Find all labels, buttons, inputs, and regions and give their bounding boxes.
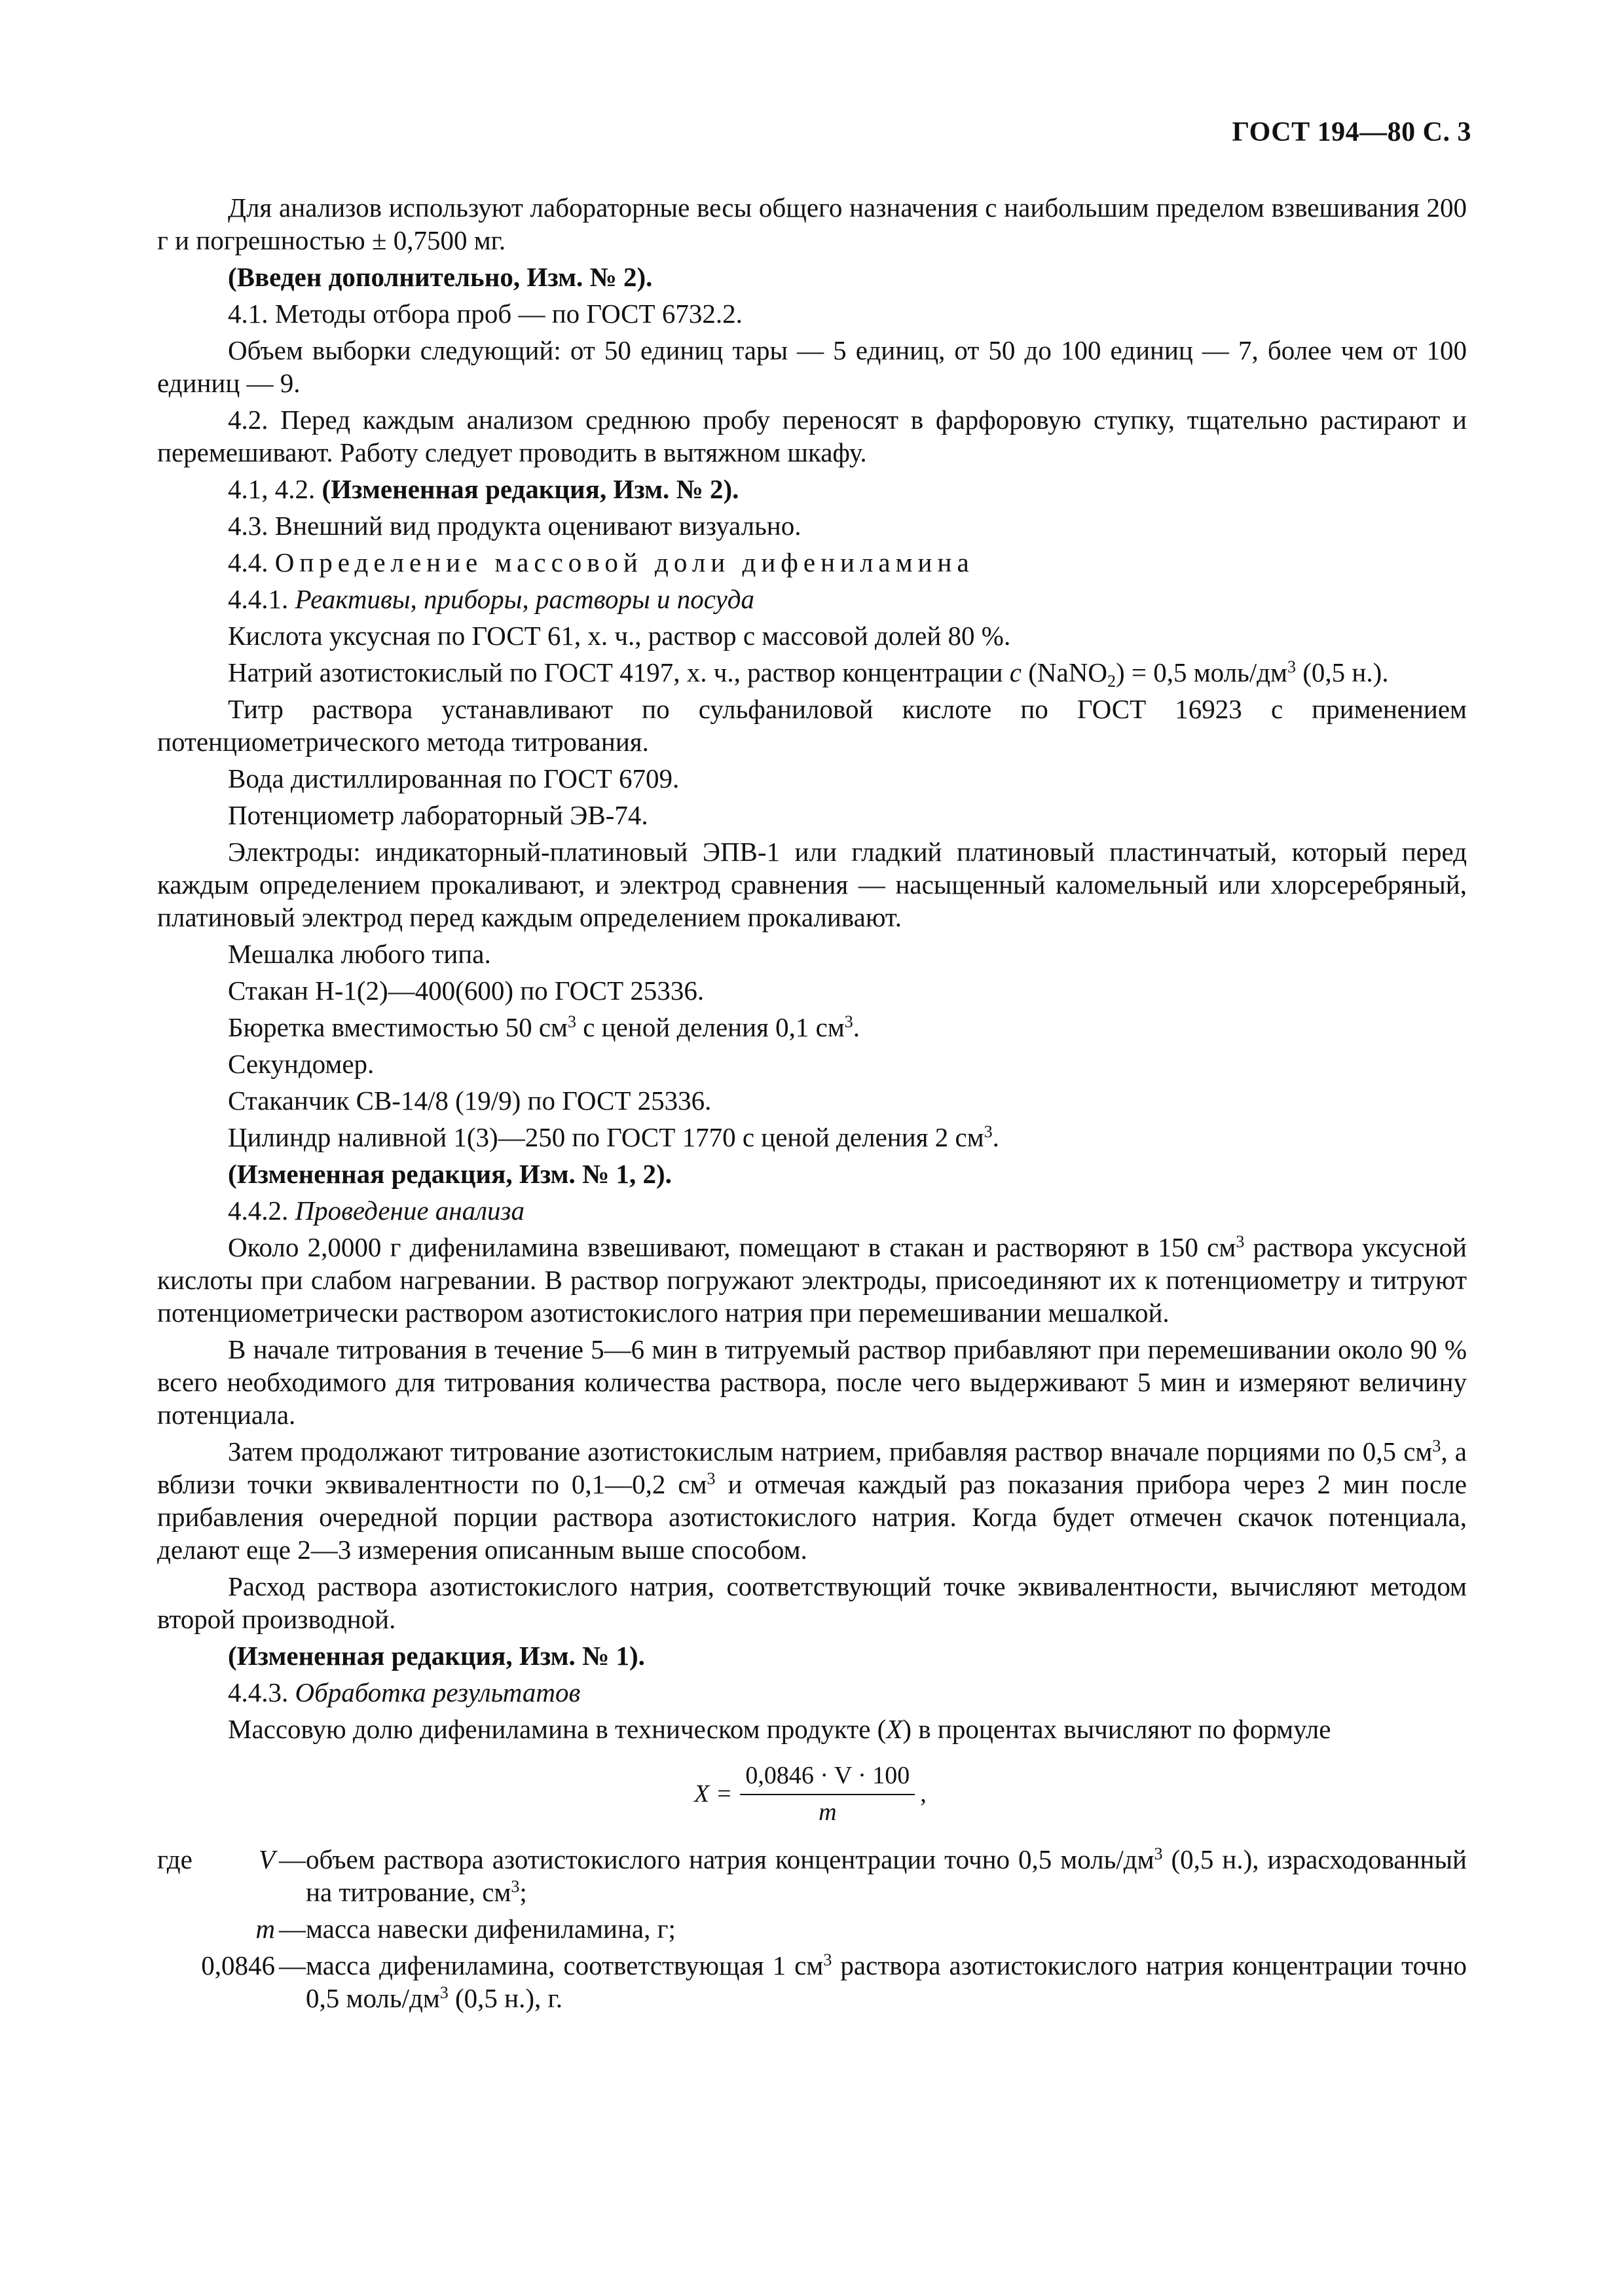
subsection-title: Реактивы, приборы, растворы и посуда [295,584,754,614]
paragraph [157,1435,1467,1566]
paragraph: Электроды: индикаторный-платиновый ЭПВ-1 или гладкий платиновый пластинчатый, который перед каждым определением прокаливают, и электрод сравнения — насыщенный каломельный или хлорсеребряный, платиновый электрод перед каждым определением прокаливают. [157,837,1467,932]
formula-trailing-comma: , [920,1780,927,1808]
paragraph: Кислота уксусная по ГОСТ 61, х. ч., раствор с массовой долей 80 %. [228,621,1011,651]
paragraph: Стакан Н-1(2)—400(600) по ГОСТ 25336. [228,975,705,1006]
text-run: (0,5 н.). [1295,657,1389,687]
text-run: (0,5 н.), израсходованный на титрование, см [306,1844,1467,1907]
amendment-note [157,473,1467,505]
subsection-title: Проведение анализа [295,1195,525,1226]
amendment-note: (Введен дополнительно, Изм. № 2). [228,262,653,292]
superscript: 3 [511,1877,520,1896]
text-run: ) = 0,5 моль/дм [1115,657,1287,687]
superscript: 3 [439,1983,449,2002]
paragraph: 4.3. Внешний вид продукта оценивают визуально. [228,511,802,541]
superscript: 3 [1287,657,1296,676]
text-run: ; [519,1877,527,1907]
text-run: масса навески дифениламина, г; [306,1914,676,1944]
paragraph: Расход раствора азотистокислого натрия, соответствующий точке эквивалентности, вычисляют методом второй производной. [157,1571,1467,1634]
paragraph: 4.1. Методы отбора проб — по ГОСТ 6732.2. [228,299,743,329]
text-run: Массовую долю дифениламина в техническом продукте ( [228,1714,887,1744]
superscript: 3 [707,1469,716,1488]
superscript: 3 [1236,1232,1245,1251]
legend-symbol: 0,0846 [201,1950,275,1980]
legend-symbol: V [258,1844,275,1874]
paragraph: Потенциометр лабораторный ЭВ-74. [228,800,648,830]
subsection-title: Обработка результатов [295,1677,581,1707]
legend-definition [306,1843,1467,1908]
superscript: 3 [844,1012,853,1031]
text-run: Затем продолжают титрование азотистокислым натрием, прибавляя раствор вначале порциями по 0,5 см [228,1436,1433,1467]
paragraph: Для анализов используют лабораторные весы общего назначения с наибольшим пределом взвешивания 200 г и погрешностью ± 0,7500 мг. [157,192,1467,255]
paragraph: Стаканчик СВ-14/8 (19/9) по ГОСТ 25336. [228,1085,712,1116]
text-run: . [853,1012,860,1042]
subsection-heading [157,583,1467,615]
paragraph [157,656,1467,689]
text-run: (0,5 н.), г. [448,1983,562,2013]
legend-symbol: m [255,1914,275,1944]
text-run: с ценой деления 0,1 см [576,1012,845,1042]
clause-number: 4.4.2. [228,1195,295,1226]
legend-definition [306,1949,1467,2014]
text-run: , а вблизи точки эквивалентности по 0,1—0,2 см [157,1436,1467,1499]
legend-dash: — [279,1844,306,1874]
section-title: Определение массовой доли дифениламина [274,547,974,577]
paragraph [157,1713,1467,1745]
text-run: . [992,1122,999,1152]
clause-number: 4.4.3. [228,1677,295,1707]
legend-dash: — [279,1950,306,1980]
document-body [157,191,1467,1749]
superscript: 3 [567,1012,576,1031]
superscript: 3 [984,1122,993,1141]
text-run: раствора уксусной кислоты при слабом нагревании. В раствор погружают электроды, присоединяют их к потенциометру и титруют потенциометрически раствором азотистокислого натрия при перемешивании мешалкой. [157,1232,1467,1328]
page-header: ГОСТ 194—80 С. 3 [1232,117,1471,147]
legend-row [157,1949,1467,2014]
legend-row [157,1912,1467,1945]
text-run: (NaNO [1022,657,1107,687]
paragraph: Вода дистиллированная по ГОСТ 6709. [228,763,680,793]
text-run: объем раствора азотистокислого натрия концентрации точно 0,5 моль/дм [306,1844,1154,1874]
text-run: раствора азотистокислого натрия концентрации точно 0,5 моль/дм [306,1950,1467,2013]
paragraph: В начале титрования в течение 5—6 мин в титруемый раствор прибавляют при перемешивании около 90 % всего необходимого для титрования количества раствора, после чего выдерживают 5 мин и измеряют величину потенциала. [157,1334,1467,1430]
subsection-heading [157,1194,1467,1227]
legend-definition [306,1912,1467,1945]
legend-where: где [157,1844,193,1874]
amendment-text: (Измененная редакция, Изм. № 2). [322,474,739,504]
text-run: Натрий азотистокислый по ГОСТ 4197, х. ч., раствор концентрации [228,657,1010,687]
legend-term [157,1912,279,1945]
superscript: 3 [1154,1844,1163,1863]
paragraph: Объем выборки следующий: от 50 единиц тары — 5 единиц, от 50 до 100 единиц — 7, более чем от 100 единиц — 9. [157,335,1467,398]
formula-lhs: X = [694,1780,733,1808]
symbol: c [1009,657,1022,687]
subscript: 2 [1107,672,1116,691]
text-run: и отмечая каждый раз показания прибора через 2 мин после прибавления очередной порции раствора азотистокислого натрия. Когда будет отмечен скачок потенциала, делают еще 2—3 измерения описанным выше способом. [157,1469,1467,1565]
text-run: Цилиндр наливной 1(3)—250 по ГОСТ 1770 с ценой деления 2 см [228,1122,984,1152]
legend-term [157,1843,279,1908]
legend-row [157,1843,1467,1908]
paragraph: Мешалка любого типа. [228,939,491,969]
legend-term [157,1949,279,2014]
formula-denominator: m [819,1798,837,1826]
text-run: ) в процентах вычисляют по формуле [902,1714,1331,1744]
paragraph: Титр раствора устанавливают по сульфаниловой кислоте по ГОСТ 16923 с применением потенциометрического метода титрования. [157,694,1467,757]
clause-number: 4.1, 4.2. [228,474,322,504]
text-run: Бюретка вместимостью 50 см [228,1012,568,1042]
clause-number: 4.4. [228,547,275,577]
amendment-note: (Измененная редакция, Изм. № 1, 2). [228,1159,672,1189]
formula [694,1755,927,1833]
formula-numerator: 0,0846 · V · 100 [740,1761,915,1795]
text-run: Около 2,0000 г дифениламина взвешивают, помещают в стакан и растворяют в 150 см [228,1232,1236,1262]
paragraph [157,1231,1467,1329]
formula-legend [157,1843,1467,2018]
section-heading [157,546,1467,579]
clause-number: 4.4.1. [228,584,295,614]
text-run: масса дифениламина, соответствующая 1 см [306,1950,824,1980]
paragraph [157,1121,1467,1154]
symbol: X [886,1714,903,1744]
paragraph: Секундомер. [228,1049,375,1079]
amendment-note: (Измененная редакция, Изм. № 1). [228,1641,645,1671]
superscript: 3 [823,1950,832,1969]
legend-dash: — [279,1914,306,1944]
subsection-heading [157,1676,1467,1709]
formula-fraction [740,1761,915,1827]
superscript: 3 [1432,1436,1441,1455]
paragraph [157,1011,1467,1044]
paragraph: 4.2. Перед каждым анализом среднюю пробу переносят в фарфоровую ступку, тщательно растирают и перемешивают. Работу следует проводить в вытяжном шкафу. [157,405,1467,467]
